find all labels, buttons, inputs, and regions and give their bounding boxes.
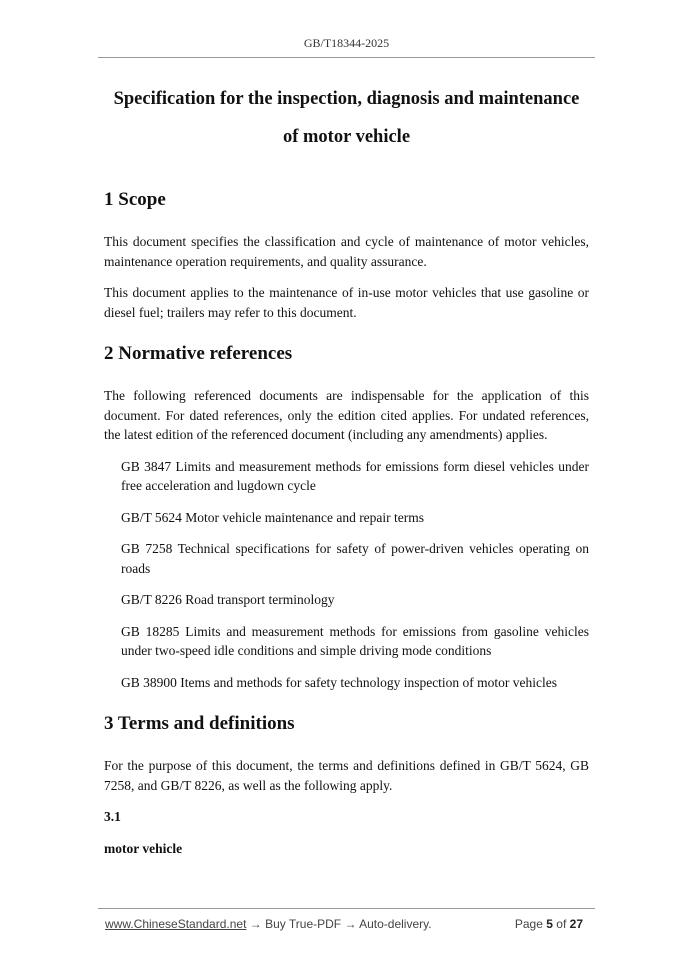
- reference-item: GB 3847 Limits and measurement methods for emissions form diesel vehicles under free acceleration and lugdown cycle: [121, 458, 589, 493]
- title-line-1: Specification for the inspection, diagnosis and maintenance: [113, 89, 580, 109]
- section-heading-scope: 1 Scope: [104, 189, 166, 210]
- page-total: 27: [569, 917, 583, 931]
- reference-item: GB 7258 Technical specifications for safety of power-driven vehicles operating on roads: [121, 541, 589, 576]
- document-title: [98, 80, 595, 156]
- page-of: of: [556, 917, 567, 931]
- reference-item: GB 18285 Limits and measurement methods for emissions from gasoline vehicles under two-speed idle conditions and simple driving mode conditions: [121, 623, 589, 658]
- footer-promo: [105, 917, 432, 931]
- page-header: GB/T18344-2025: [303, 36, 390, 50]
- term-name: motor vehicle: [104, 840, 183, 856]
- reference-item: GB 38900 Items and methods for safety technology inspection of motor vehicles: [121, 674, 558, 690]
- terms-intro-paragraph: For the purpose of this document, the terms and definitions defined in GB/T 5624, GB 7258, and GB/T 8226, as well as the following apply.: [104, 758, 589, 793]
- page-label: Page: [514, 917, 543, 931]
- section-heading-terms-definitions: 3 Terms and definitions: [104, 713, 295, 734]
- reference-item: GB/T 5624 Motor vehicle maintenance and repair terms: [121, 509, 425, 525]
- term-number: 3.1: [104, 809, 121, 824]
- scope-paragraph-1: This document specifies the classification and cycle of maintenance of motor vehicles, maintenance operation requirements, and quality assurance.: [104, 234, 589, 269]
- document-body: [104, 186, 589, 858]
- reference-item: GB/T 8226 Road transport terminology: [121, 592, 335, 607]
- footer-divider: [98, 908, 595, 909]
- normative-intro-paragraph: The following referenced documents are indispensable for the application of this document. For dated references, only the edition cited applies. For undated references, the latest edition of the referenced document (including any amendments) applies.: [104, 388, 589, 442]
- title-line-2: of motor vehicle: [282, 127, 411, 147]
- footer-promo-text: → Buy True-PDF → Auto-delivery.: [246, 917, 432, 931]
- section-heading-normative-references: 2 Normative references: [104, 343, 293, 364]
- header-divider: [98, 57, 595, 58]
- page-current: 5: [546, 917, 553, 931]
- site-link[interactable]: www.ChineseStandard.net: [105, 917, 247, 931]
- page-indicator: [515, 917, 583, 931]
- scope-paragraph-2: This document applies to the maintenance of in-use motor vehicles that use gasoline or diesel fuel; trailers may refer to this document.: [104, 285, 589, 320]
